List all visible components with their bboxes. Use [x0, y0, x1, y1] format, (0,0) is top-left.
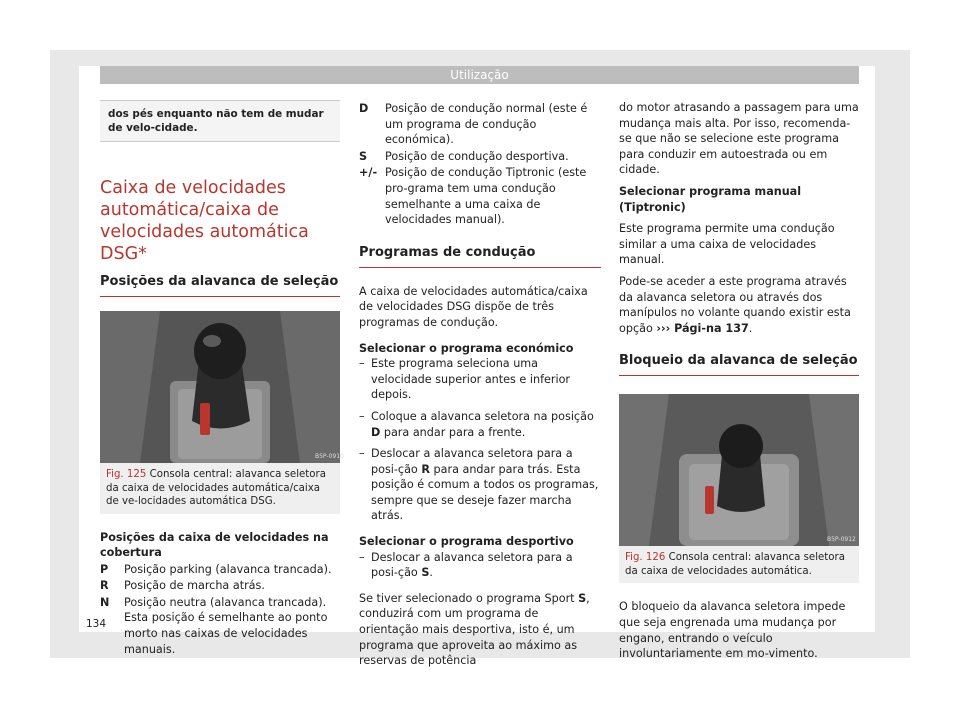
figure-caption-text: Consola central: alavanca seletora da caixa de velocidades automática/caixa de ve-locidades automática DSG.: [106, 469, 326, 507]
column-3: [619, 100, 859, 662]
section-title-lever-lock: Bloqueio da alavanca de seleção: [619, 352, 859, 376]
gear-lever-illustration: [100, 311, 344, 463]
position-item: [359, 101, 601, 148]
figure-code: B5P-0910: [315, 453, 344, 460]
position-item: [100, 562, 340, 578]
paragraph-continued: do motor atrasando a passagem para uma mudança mais alta. Por isso, recomenda-se que não se selecione este programa para conduzir em autoestrada ou em cidade.: [619, 101, 859, 177]
position-item: [359, 165, 601, 227]
figure-125-caption: [100, 463, 340, 514]
position-item: [100, 578, 340, 594]
position-key: +/-: [359, 166, 378, 180]
list-item: – Deslocar a alavanca seletora para a posi-ção R para andar para trás. Esta posição é comum a todos os programas, sempre que se deseje fazer marcha atrás.: [359, 446, 601, 524]
paragraph-lever-lock: O bloqueio da alavanca seletora impede que seja engrenada uma mudança por engano, entrando o veículo involuntariamente em mo-vimento.: [619, 600, 846, 661]
figure-number: Fig. 126: [625, 552, 666, 564]
running-header-title: Utilização: [450, 68, 509, 82]
position-key: P: [100, 562, 109, 576]
position-desc: Posição de condução desportiva.: [385, 149, 569, 163]
page-reference-link[interactable]: ››› Pági-na 137: [656, 321, 749, 335]
position-desc: Posição de marcha atrás.: [124, 579, 265, 593]
figure-125-image: [100, 311, 344, 463]
paragraph-sport: Se tiver selecionado o programa Sport S, conduzirá com um programa de orientação mais desportiva, isto é, um programa que aproveita ao máximo as reservas de potência: [359, 591, 590, 668]
paragraph-manual-1: Este programa permite uma condução similar a uma caixa de velocidades manual.: [619, 222, 835, 267]
paragraph-intro: A caixa de velocidades automática/caixa de velocidades DSG dispõe de três programas de condução.: [359, 284, 588, 329]
position-desc: Posição neutra (alavanca trancada). Esta posição é semelhante ao ponto morto nas caixas de velocidades manuais.: [124, 595, 328, 656]
subheading-positions: Posições da caixa de velocidades na cobertura: [100, 530, 329, 560]
position-key: R: [100, 579, 109, 593]
gear-lever-illustration: [619, 394, 859, 546]
position-desc: Posição parking (alavanca trancada).: [124, 562, 332, 576]
paragraph-manual-2: Pode-se aceder a este programa através da alavanca seletora ou através dos manípulos no volante quando existir esta opção ››› Pági-na 137.: [619, 274, 851, 335]
subheading-sport: Selecionar o programa desportivo: [359, 535, 574, 549]
position-key: S: [359, 149, 368, 163]
chapter-title: Caixa de velocidades automática/caixa de velocidades automática DSG*: [100, 178, 309, 264]
section-title-driving-programs: Programas de condução: [359, 244, 601, 268]
figure-number: Fig. 125: [106, 469, 147, 480]
figure-126-image: [619, 394, 859, 546]
list-item-text: Coloque a alavanca seletora na posição D para andar para a frente.: [371, 409, 594, 439]
subheading-manual: Selecionar programa manual (Tiptronic): [619, 184, 802, 214]
section-title-selector-positions: Posições da alavanca de seleção: [100, 273, 340, 297]
position-item: [359, 149, 601, 165]
list-item-text: Este programa seleciona uma velocidade superior antes e inferior depois.: [371, 357, 571, 402]
figure-caption-text: Consola central: alavanca seletora da caixa de velocidades automática.: [625, 552, 845, 577]
list-item: – Coloque a alavanca seletora na posição D para andar para a frente.: [359, 409, 601, 440]
figure-code: B5P-0912: [827, 536, 856, 544]
column-2: [359, 100, 601, 669]
position-key: D: [359, 102, 369, 115]
list-item: – Deslocar a alavanca seletora para a posi-ção S.: [359, 550, 601, 581]
list-item-text: Deslocar a alavanca seletora para a posi-ção S.: [371, 550, 573, 580]
page-number: 134: [86, 618, 107, 630]
list-item-text: Deslocar a alavanca seletora para a posi-ção R para andar para trás. Esta posição é comum a todos os programas, sempre que se deseje fazer marcha atrás.: [371, 447, 599, 523]
column-1: [100, 100, 344, 657]
figure-126-caption: [619, 546, 859, 583]
list-item: – Este programa seleciona uma velocidade superior antes e inferior depois.: [359, 356, 601, 403]
note-box: dos pés enquanto não tem de mudar de velo-cidade.: [100, 100, 340, 142]
position-key: N: [100, 595, 110, 609]
position-item: [100, 595, 340, 657]
position-desc: Posição de condução normal (este é um programa de condução económica).: [385, 102, 588, 147]
position-desc: Posição de condução Tiptronic (este pro-grama tem uma condução semelhante a uma caixa de velocidades manual).: [385, 166, 587, 227]
running-header: [100, 66, 859, 84]
subheading-eco: Selecionar o programa económico: [359, 341, 574, 355]
